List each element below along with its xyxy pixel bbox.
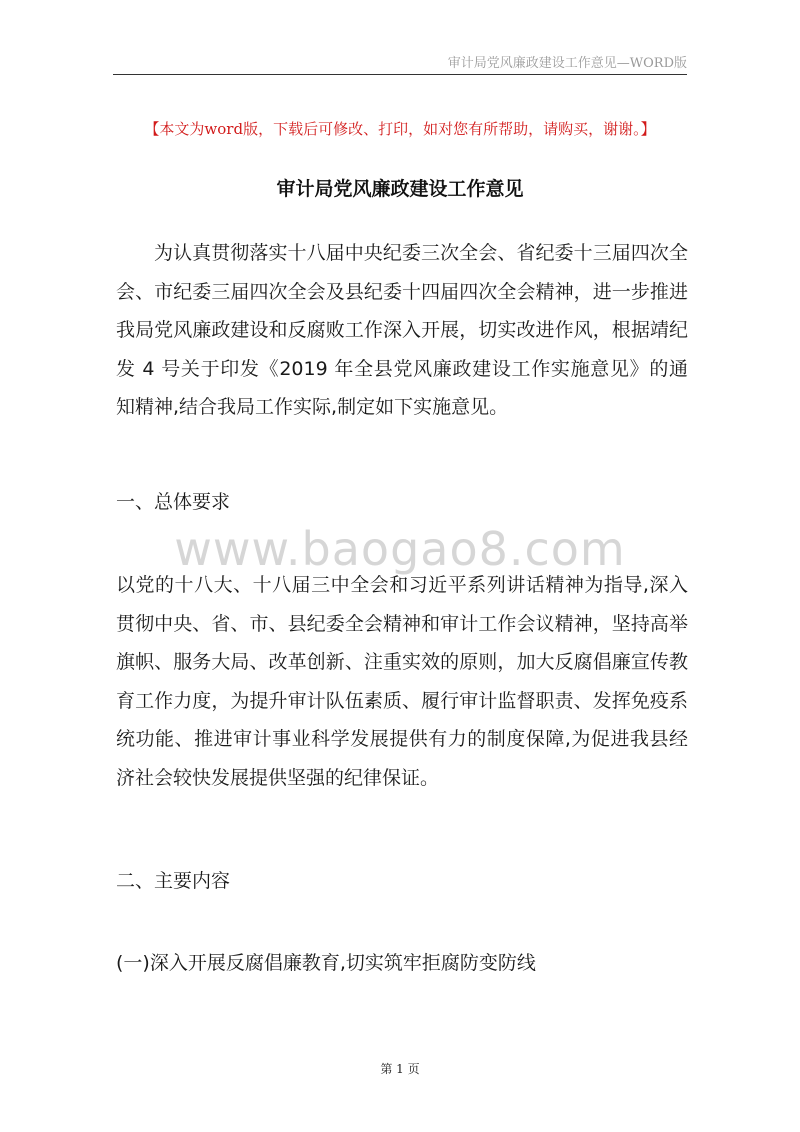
general-requirements-paragraph: 以党的十八大、十八届三中全会和习近平系列讲话精神为指导,深入贯彻中央、省、市、县纪委全会精神和审计工作会议精神，坚持高举旗帜、服务大局、改革创新、注重实效的原则，加大反腐倡廉宣传教育工作力度，为提升审计队伍素质、履行审计监督职责、发挥免疫系统功能、推进审计事业科学发展提供有力的制度保障,为促进我县经济社会较快发展提供坚强的纪律保证。 — [116, 574, 688, 789]
intro-paragraph: 为认真贯彻落实十八届中央纪委三次全会、省纪委十三届四次全会、市纪委三届四次全会及县纪委十四届四次全会精神，进一步推进我局党风廉政建设和反腐败工作深入开展，切实改进作风，根据靖纪发 4 号关于印发《2019 年全县党风廉政建设工作实施意见》的通知精神,结合我局工作实际,制定如下实施意见。 — [116, 242, 688, 418]
page-number: 第 1 页 — [380, 1062, 420, 1076]
section-heading-general: 一、总体要求 — [116, 491, 231, 513]
running-header: 审计局党风廉政建设工作意见—WORD版 — [447, 56, 687, 71]
section-heading-main-content: 二、主要内容 — [116, 870, 231, 892]
download-notice: 【本文为word版，下载后可修改、打印，如对您有所帮助，请购买，谢谢。】 — [144, 120, 656, 138]
document-title: 审计局党风廉政建设工作意见 — [276, 178, 524, 200]
watermark: www.baogao8.com — [174, 522, 626, 576]
header-rule — [113, 74, 687, 75]
subsection-heading-1: (一)深入开展反腐倡廉教育,切实筑牢拒腐防变防线 — [116, 952, 536, 974]
